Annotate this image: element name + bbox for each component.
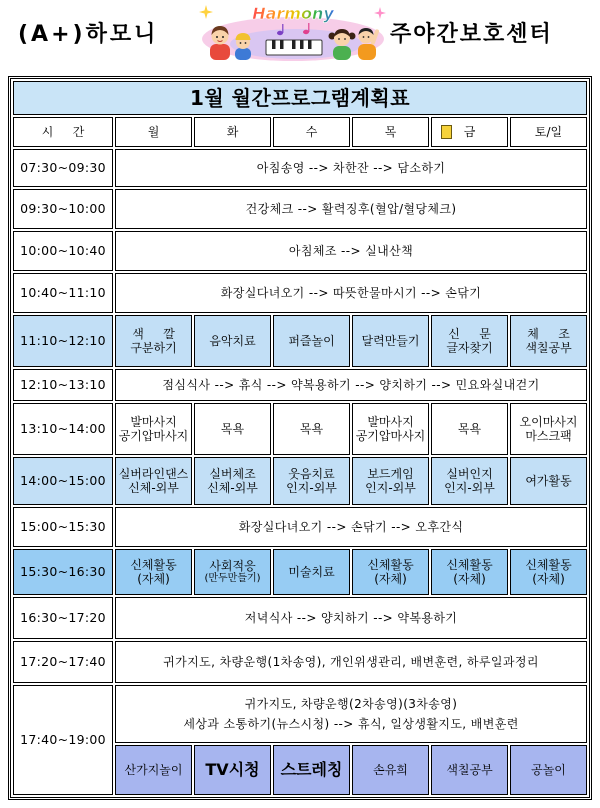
star-icon	[199, 5, 213, 19]
schedule-row	[13, 597, 587, 639]
column-header-mon: 월	[115, 117, 192, 147]
schedule-row	[13, 231, 587, 271]
activity-name: 색 깔	[132, 326, 175, 341]
activity-detail: (자체)	[532, 572, 565, 586]
activity-weekend	[510, 315, 587, 367]
activity-weekend	[510, 403, 587, 455]
daily-activity: 건강체크 --> 활력징후(혈압/혈당체크)	[115, 189, 587, 229]
daily-activity: 아침체조 --> 실내산책	[115, 231, 587, 271]
title-row	[13, 81, 587, 115]
activity-detail: 글자찾기	[446, 341, 493, 355]
activity-wed	[273, 549, 350, 595]
activity-thu: 손유희	[352, 745, 429, 795]
activity-name: 웃음치료	[288, 466, 335, 481]
activity-line: 귀가지도, 차량운행(2차송영)(3차송영)	[244, 697, 458, 711]
time-slot: 16:30~17:20	[13, 597, 113, 639]
schedule-row	[13, 685, 587, 743]
schedule-row	[13, 273, 587, 313]
activity-name: 여가활동	[525, 473, 572, 488]
time-slot: 11:10~12:10	[13, 315, 113, 367]
time-slot: 14:00~15:00	[13, 457, 113, 505]
activity-tue	[194, 549, 271, 595]
center-brand-name: (A+)하모니	[18, 22, 159, 47]
center-service-title: 주야간보호센터	[390, 22, 553, 47]
activity-fri	[431, 315, 508, 367]
activity-name: 사회적응	[209, 558, 256, 573]
activity-name: 신체활동	[367, 557, 414, 572]
activity-thu	[352, 549, 429, 595]
activity-detail: 인지-외부	[444, 481, 495, 495]
star-icon	[374, 7, 386, 19]
activity-tue: TV시청	[194, 745, 271, 795]
time-slot: 17:40~19:00	[13, 685, 113, 795]
column-header-thu: 목	[352, 117, 429, 147]
column-header-time: 시 간	[13, 117, 113, 147]
daily-activity	[115, 685, 587, 743]
activity-detail: 인지-외부	[286, 481, 337, 495]
activity-name: 신 문	[448, 326, 491, 341]
activity-name: 신체활동	[525, 557, 572, 572]
activity-name: 신체활동	[446, 557, 493, 572]
activity-detail: 인지-외부	[365, 481, 416, 495]
activity-mon	[115, 457, 192, 505]
activity-thu	[352, 403, 429, 455]
activity-detail: 공기압마사지	[355, 429, 426, 443]
activity-name: 목욕	[457, 421, 482, 436]
activity-thu	[352, 457, 429, 505]
activity-detail: (만두만들기)	[204, 573, 261, 585]
activity-detail: 마스크팩	[525, 429, 572, 443]
activity-wed	[273, 457, 350, 505]
daily-activity: 저녁식사 --> 양치하기 --> 약복용하기	[115, 597, 587, 639]
activity-name: 달력만들기	[361, 333, 420, 348]
time-slot: 12:10~13:10	[13, 369, 113, 401]
harmony-logo	[198, 2, 388, 62]
daily-activity: 아침송영 --> 차한잔 --> 담소하기	[115, 149, 587, 187]
activity-line: 세상과 소통하기(뉴스시청) --> 휴식, 일상생활지도, 배변훈련	[183, 717, 519, 731]
time-slot: 15:00~15:30	[13, 507, 113, 547]
schedule-row	[13, 189, 587, 229]
activity-wed: 스트레칭	[273, 745, 350, 795]
column-header-weekend: 토/일	[510, 117, 587, 147]
schedule-row	[13, 149, 587, 187]
yellow-square-icon	[441, 125, 452, 139]
activity-name: 오이마사지	[519, 414, 578, 429]
activity-detail: 공기압마사지	[118, 429, 189, 443]
monthly-program-table	[8, 76, 592, 800]
time-slot: 13:10~14:00	[13, 403, 113, 455]
time-slot: 10:00~10:40	[13, 231, 113, 271]
column-header-fri-label: 금	[463, 124, 476, 139]
piano-icon	[266, 40, 322, 55]
column-header-fri	[431, 117, 508, 147]
schedule-row	[13, 507, 587, 547]
activity-fri: 색칠공부	[431, 745, 508, 795]
activity-tue	[194, 315, 271, 367]
schedule-row	[13, 315, 587, 367]
activity-name: 목욕	[299, 421, 324, 436]
daily-activity: 점심식사 --> 휴식 --> 약복용하기 --> 양치하기 --> 민요와실내걷기	[115, 369, 587, 401]
column-header-wed: 수	[273, 117, 350, 147]
table-body	[13, 81, 587, 795]
activity-name: 실버체조	[209, 466, 256, 481]
activity-name: 발마사지	[367, 414, 414, 429]
activity-name: 보드게임	[367, 466, 414, 481]
header-row	[13, 117, 587, 147]
schedule-row	[13, 641, 587, 683]
activity-fri	[431, 457, 508, 505]
daily-activity: 화장실다녀오기 --> 손닦기 --> 오후간식	[115, 507, 587, 547]
time-slot: 10:40~11:10	[13, 273, 113, 313]
schedule-row	[13, 403, 587, 455]
activity-tue	[194, 403, 271, 455]
activity-name: 실버라인댄스	[118, 466, 189, 481]
time-slot: 09:30~10:00	[13, 189, 113, 229]
activity-tue	[194, 457, 271, 505]
schedule-row	[13, 369, 587, 401]
activity-fri	[431, 403, 508, 455]
activity-name: 신체활동	[130, 557, 177, 572]
activity-detail: 구분하기	[130, 341, 177, 355]
table-title: 1월 월간프로그램계획표	[13, 81, 587, 115]
activity-thu	[352, 315, 429, 367]
schedule-row	[13, 549, 587, 595]
activity-weekend	[510, 549, 587, 595]
activity-weekend: 공놀이	[510, 745, 587, 795]
daily-activity: 화장실다녀오기 --> 따뜻한물마시기 --> 손닦기	[115, 273, 587, 313]
logo-text: Harmony	[252, 4, 334, 23]
activity-wed	[273, 315, 350, 367]
activity-mon	[115, 549, 192, 595]
activity-name: 음악치료	[209, 333, 256, 348]
activity-name: 퍼즐놀이	[288, 333, 335, 348]
activity-detail: 색칠공부	[525, 341, 572, 355]
time-slot: 07:30~09:30	[13, 149, 113, 187]
activity-name: 목욕	[220, 421, 245, 436]
daily-activity: 귀가지도, 차량운행(1차송영), 개인위생관리, 배변훈련, 하루일과정리	[115, 641, 587, 683]
activity-weekend	[510, 457, 587, 505]
activity-name: 미술치료	[288, 564, 335, 579]
time-slot: 17:20~17:40	[13, 641, 113, 683]
activity-detail: (자체)	[374, 572, 407, 586]
activity-mon	[115, 315, 192, 367]
activity-detail: 신체-외부	[128, 481, 179, 495]
schedule-row	[13, 457, 587, 505]
activity-detail: (자체)	[137, 572, 170, 586]
activity-fri	[431, 549, 508, 595]
activity-name: 발마사지	[130, 414, 177, 429]
activity-name: 체 조	[527, 326, 570, 341]
activity-mon	[115, 403, 192, 455]
activity-wed	[273, 403, 350, 455]
activity-name: 실버인지	[446, 466, 493, 481]
activity-detail: 신체-외부	[207, 481, 258, 495]
time-slot: 15:30~16:30	[13, 549, 113, 595]
activity-mon: 산가지놀이	[115, 745, 192, 795]
column-header-tue: 화	[194, 117, 271, 147]
activity-detail: (자체)	[453, 572, 486, 586]
